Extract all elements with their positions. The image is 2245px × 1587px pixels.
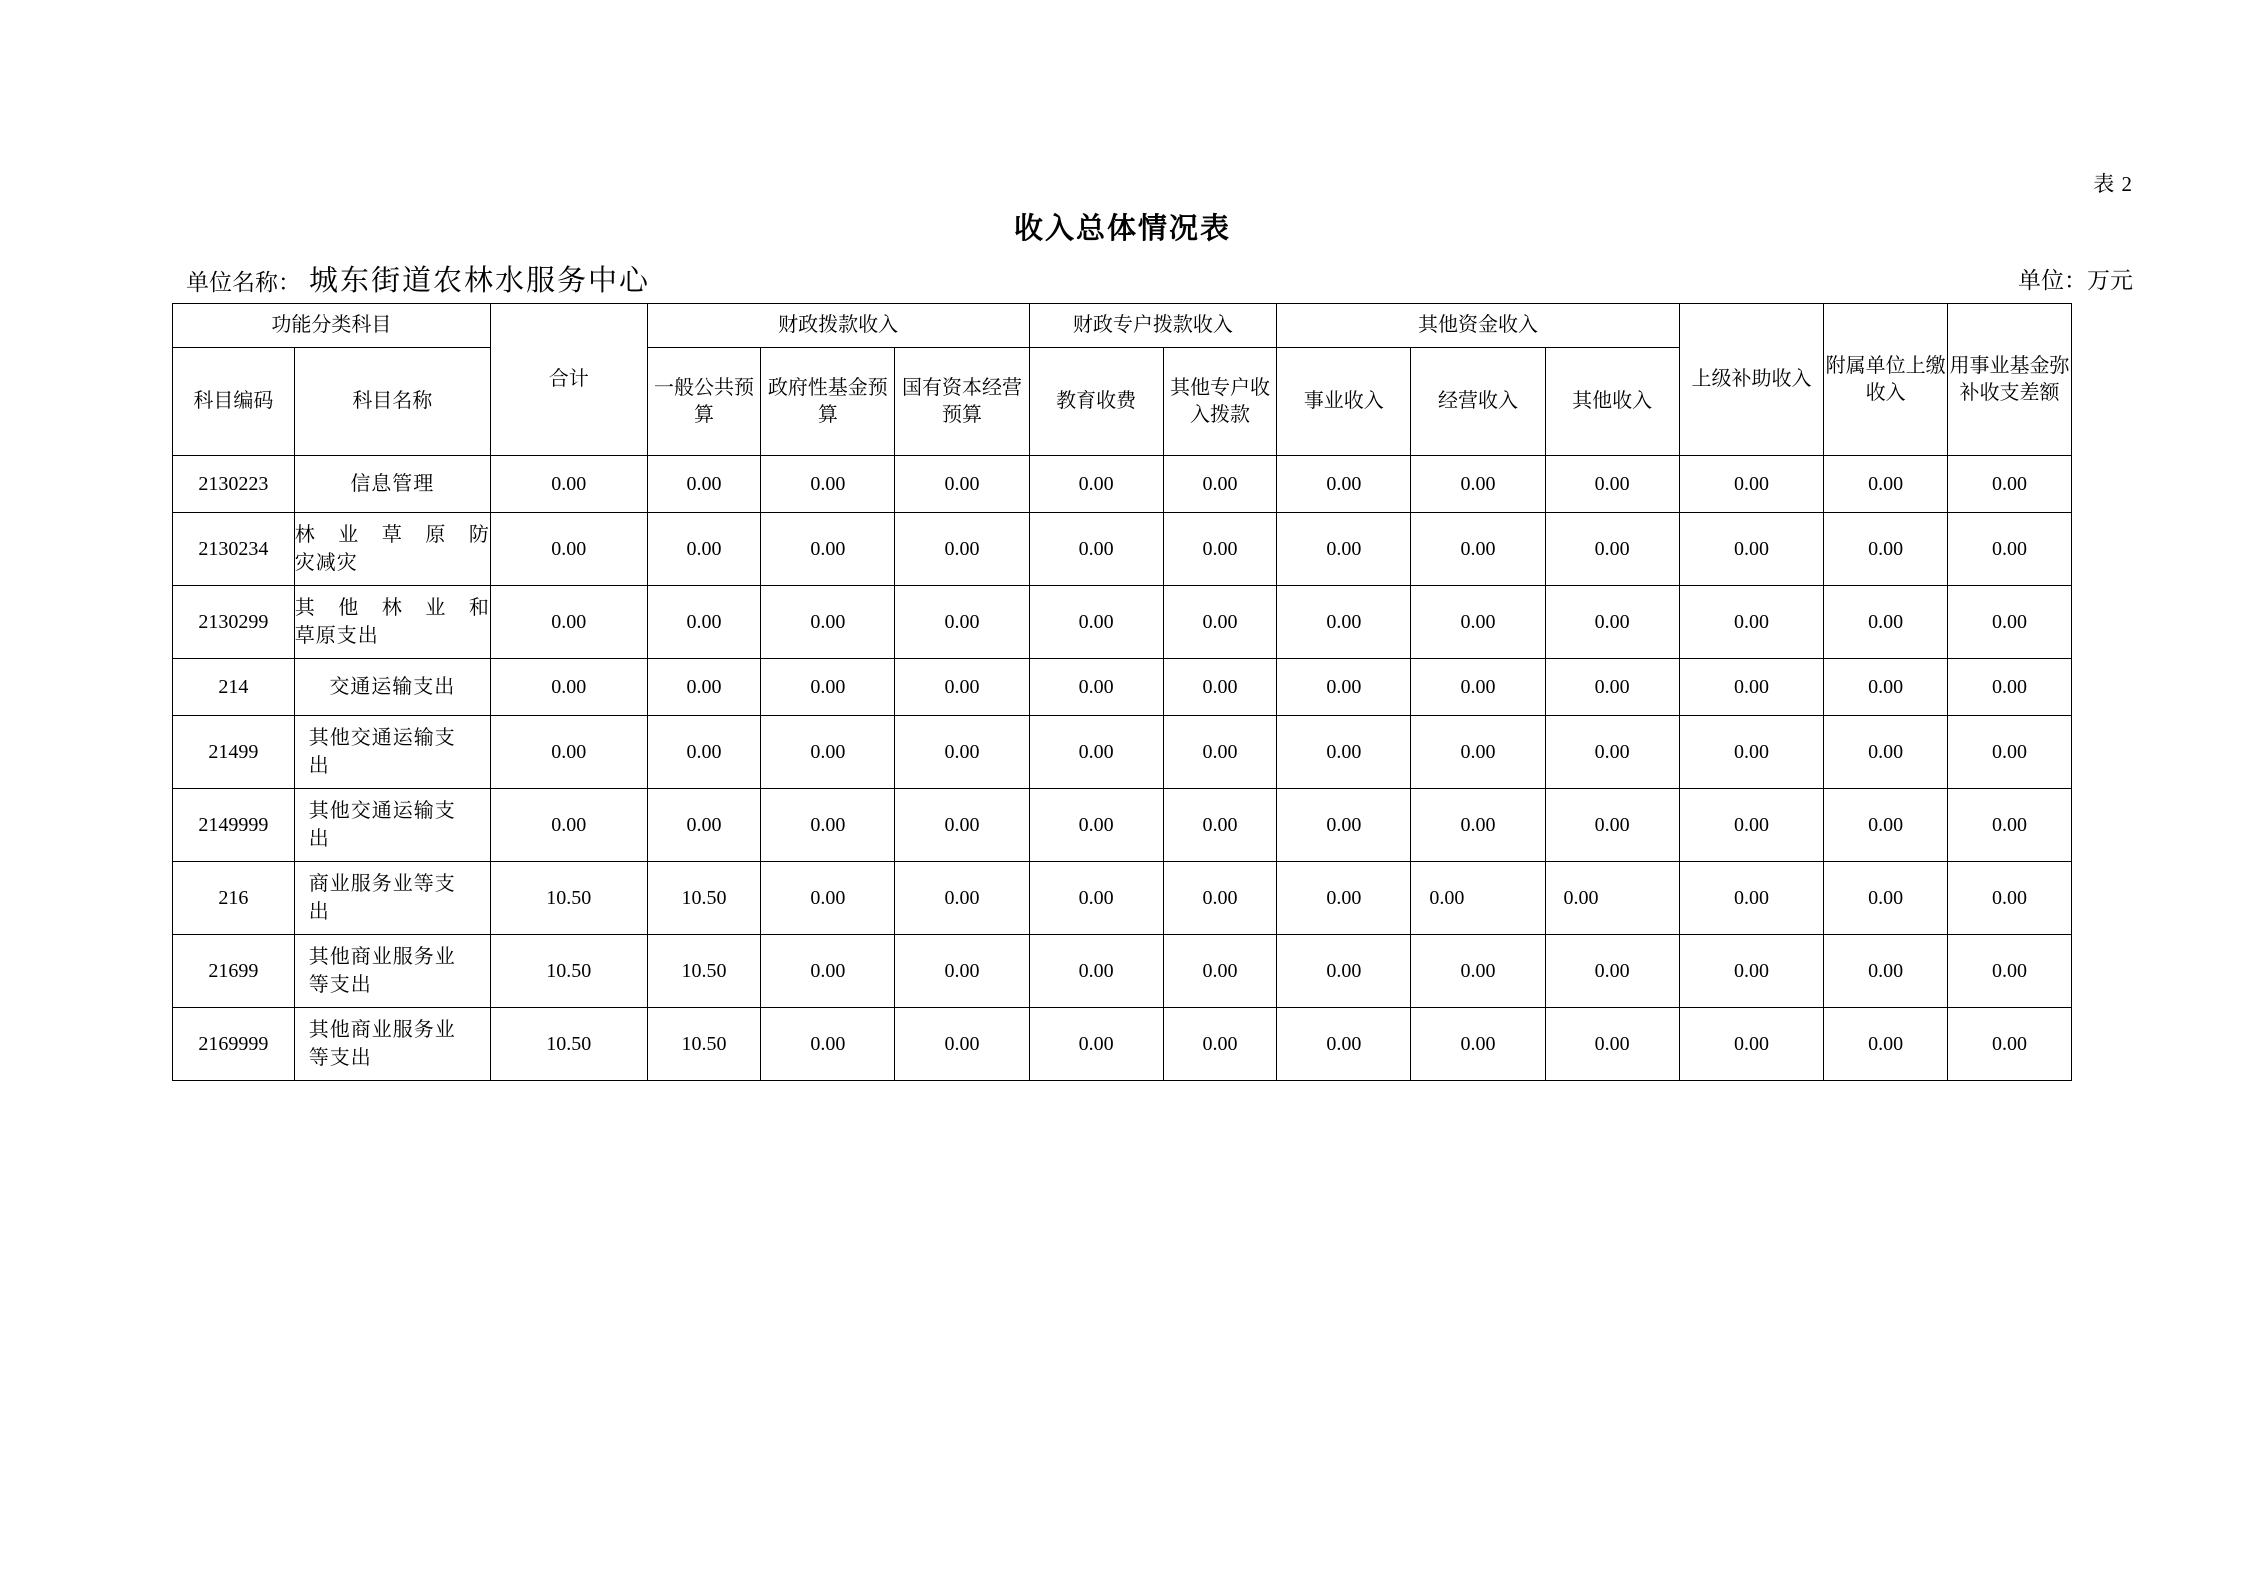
header-gov-fund-budget: 政府性基金预算 bbox=[761, 348, 895, 456]
cell-total: 0.00 bbox=[490, 659, 647, 716]
cell-general-public-budget: 0.00 bbox=[647, 716, 761, 789]
cell-name-line: 草原支出 bbox=[294, 625, 379, 647]
cell-education-fee: 0.00 bbox=[1029, 456, 1163, 513]
header-superior-subsidy: 上级补助收入 bbox=[1679, 304, 1823, 456]
cell-total: 0.00 bbox=[490, 789, 647, 862]
cell-subordinate-payment: 0.00 bbox=[1824, 1008, 1948, 1081]
cell-name bbox=[294, 513, 490, 586]
cell-name-line: 出 bbox=[308, 755, 330, 777]
cell-subordinate-payment: 0.00 bbox=[1824, 935, 1948, 1008]
table-body bbox=[173, 456, 2072, 1081]
cell-name bbox=[294, 716, 490, 789]
cell-gov-fund-budget: 0.00 bbox=[761, 586, 895, 659]
cell-total: 0.00 bbox=[490, 513, 647, 586]
cell-code: 21699 bbox=[173, 935, 295, 1008]
cell-gov-fund-budget: 0.00 bbox=[761, 862, 895, 935]
table-number-label: 表 2 bbox=[2093, 172, 2133, 196]
cell-name bbox=[294, 862, 490, 935]
cell-state-capital-budget: 0.00 bbox=[895, 789, 1029, 862]
cell-state-capital-budget: 0.00 bbox=[895, 659, 1029, 716]
cell-name-line: 出 bbox=[308, 828, 330, 850]
cell-superior-subsidy: 0.00 bbox=[1679, 716, 1823, 789]
header-state-capital-budget: 国有资本经营预算 bbox=[895, 348, 1029, 456]
cell-education-fee: 0.00 bbox=[1029, 1008, 1163, 1081]
table-row bbox=[173, 935, 2072, 1008]
cell-other-income: 0.00 bbox=[1545, 716, 1679, 789]
header-total: 合计 bbox=[490, 304, 647, 456]
cell-education-fee: 0.00 bbox=[1029, 659, 1163, 716]
cell-business-income: 0.00 bbox=[1277, 935, 1411, 1008]
cell-general-public-budget: 0.00 bbox=[647, 659, 761, 716]
header-group-fiscal: 财政拨款收入 bbox=[647, 304, 1029, 348]
cell-fund-balance: 0.00 bbox=[1948, 862, 2072, 935]
cell-name bbox=[294, 586, 490, 659]
cell-name-line: 其他商业服务业 bbox=[308, 946, 456, 968]
cell-name-line: 等支出 bbox=[308, 974, 372, 996]
cell-fund-balance: 0.00 bbox=[1948, 935, 2072, 1008]
cell-gov-fund-budget: 0.00 bbox=[761, 659, 895, 716]
cell-operating-income: 0.00 bbox=[1411, 513, 1545, 586]
cell-code: 2130223 bbox=[173, 456, 295, 513]
cell-operating-income: 0.00 bbox=[1411, 586, 1545, 659]
unit-measure-label: 单位：万元 bbox=[2018, 268, 2133, 293]
cell-gov-fund-budget: 0.00 bbox=[761, 513, 895, 586]
cell-general-public-budget: 0.00 bbox=[647, 789, 761, 862]
cell-total: 0.00 bbox=[490, 456, 647, 513]
cell-name-line: 林业草原防 bbox=[294, 524, 490, 546]
cell-other-special-account: 0.00 bbox=[1163, 513, 1277, 586]
cell-business-income: 0.00 bbox=[1277, 513, 1411, 586]
cell-name-line: 等支出 bbox=[308, 1047, 372, 1069]
cell-education-fee: 0.00 bbox=[1029, 716, 1163, 789]
cell-other-special-account: 0.00 bbox=[1163, 935, 1277, 1008]
cell-education-fee: 0.00 bbox=[1029, 935, 1163, 1008]
cell-general-public-budget: 0.00 bbox=[647, 456, 761, 513]
cell-total: 10.50 bbox=[490, 1008, 647, 1081]
cell-state-capital-budget: 0.00 bbox=[895, 716, 1029, 789]
cell-subordinate-payment: 0.00 bbox=[1824, 586, 1948, 659]
cell-operating-income: 0.00 bbox=[1411, 862, 1545, 935]
table-row bbox=[173, 862, 2072, 935]
cell-other-income: 0.00 bbox=[1545, 513, 1679, 586]
cell-total: 0.00 bbox=[490, 586, 647, 659]
cell-name-line: 其他商业服务业 bbox=[308, 1019, 456, 1041]
cell-other-income: 0.00 bbox=[1545, 659, 1679, 716]
cell-gov-fund-budget: 0.00 bbox=[761, 935, 895, 1008]
unit-name-value: 城东街道农林水服务中心 bbox=[309, 265, 651, 297]
cell-gov-fund-budget: 0.00 bbox=[761, 716, 895, 789]
cell-name: 交通运输支出 bbox=[294, 659, 490, 716]
header-name: 科目名称 bbox=[294, 348, 490, 456]
cell-other-special-account: 0.00 bbox=[1163, 789, 1277, 862]
header-group-special-account: 财政专户拨款收入 bbox=[1029, 304, 1277, 348]
cell-other-special-account: 0.00 bbox=[1163, 456, 1277, 513]
cell-operating-income: 0.00 bbox=[1411, 456, 1545, 513]
cell-name bbox=[294, 1008, 490, 1081]
cell-subordinate-payment: 0.00 bbox=[1824, 513, 1948, 586]
cell-code: 2130234 bbox=[173, 513, 295, 586]
cell-superior-subsidy: 0.00 bbox=[1679, 935, 1823, 1008]
cell-subordinate-payment: 0.00 bbox=[1824, 716, 1948, 789]
header-subordinate-payment: 附属单位上缴收入 bbox=[1824, 304, 1948, 456]
cell-other-income: 0.00 bbox=[1545, 1008, 1679, 1081]
cell-other-special-account: 0.00 bbox=[1163, 716, 1277, 789]
unit-name-label: 单位名称： bbox=[186, 270, 301, 295]
cell-business-income: 0.00 bbox=[1277, 789, 1411, 862]
cell-name bbox=[294, 935, 490, 1008]
cell-fund-balance: 0.00 bbox=[1948, 1008, 2072, 1081]
cell-superior-subsidy: 0.00 bbox=[1679, 456, 1823, 513]
cell-other-income: 0.00 bbox=[1545, 586, 1679, 659]
cell-superior-subsidy: 0.00 bbox=[1679, 862, 1823, 935]
cell-superior-subsidy: 0.00 bbox=[1679, 659, 1823, 716]
cell-code: 2130299 bbox=[173, 586, 295, 659]
cell-other-income: 0.00 bbox=[1545, 862, 1679, 935]
cell-education-fee: 0.00 bbox=[1029, 513, 1163, 586]
cell-other-special-account: 0.00 bbox=[1163, 659, 1277, 716]
cell-code: 21499 bbox=[173, 716, 295, 789]
table-row bbox=[173, 789, 2072, 862]
header-operating-income: 经营收入 bbox=[1411, 348, 1545, 456]
cell-operating-income: 0.00 bbox=[1411, 659, 1545, 716]
cell-state-capital-budget: 0.00 bbox=[895, 862, 1029, 935]
cell-code: 2149999 bbox=[173, 789, 295, 862]
header-group-other-funds: 其他资金收入 bbox=[1277, 304, 1679, 348]
table-row bbox=[173, 1008, 2072, 1081]
cell-fund-balance: 0.00 bbox=[1948, 586, 2072, 659]
table-row bbox=[173, 716, 2072, 789]
cell-general-public-budget: 0.00 bbox=[647, 586, 761, 659]
cell-fund-balance: 0.00 bbox=[1948, 513, 2072, 586]
cell-state-capital-budget: 0.00 bbox=[895, 456, 1029, 513]
header-education-fee: 教育收费 bbox=[1029, 348, 1163, 456]
table-row bbox=[173, 586, 2072, 659]
cell-general-public-budget: 10.50 bbox=[647, 862, 761, 935]
cell-business-income: 0.00 bbox=[1277, 586, 1411, 659]
table-row bbox=[173, 456, 2072, 513]
table-header-row-1 bbox=[173, 304, 2072, 348]
cell-operating-income: 0.00 bbox=[1411, 935, 1545, 1008]
header-business-income: 事业收入 bbox=[1277, 348, 1411, 456]
cell-state-capital-budget: 0.00 bbox=[895, 1008, 1029, 1081]
cell-other-special-account: 0.00 bbox=[1163, 862, 1277, 935]
cell-subordinate-payment: 0.00 bbox=[1824, 862, 1948, 935]
cell-name bbox=[294, 789, 490, 862]
cell-superior-subsidy: 0.00 bbox=[1679, 586, 1823, 659]
cell-subordinate-payment: 0.00 bbox=[1824, 659, 1948, 716]
cell-state-capital-budget: 0.00 bbox=[895, 586, 1029, 659]
cell-business-income: 0.00 bbox=[1277, 659, 1411, 716]
header-code: 科目编码 bbox=[173, 348, 295, 456]
cell-education-fee: 0.00 bbox=[1029, 862, 1163, 935]
cell-other-special-account: 0.00 bbox=[1163, 1008, 1277, 1081]
cell-business-income: 0.00 bbox=[1277, 862, 1411, 935]
cell-name: 信息管理 bbox=[294, 456, 490, 513]
income-overview-table bbox=[172, 303, 2072, 1081]
cell-subordinate-payment: 0.00 bbox=[1824, 789, 1948, 862]
table-row bbox=[173, 513, 2072, 586]
cell-operating-income: 0.00 bbox=[1411, 1008, 1545, 1081]
cell-general-public-budget: 10.50 bbox=[647, 935, 761, 1008]
header-general-public-budget: 一般公共预算 bbox=[647, 348, 761, 456]
cell-other-income: 0.00 bbox=[1545, 789, 1679, 862]
cell-general-public-budget: 0.00 bbox=[647, 513, 761, 586]
cell-gov-fund-budget: 0.00 bbox=[761, 1008, 895, 1081]
header-group-category: 功能分类科目 bbox=[173, 304, 491, 348]
cell-total: 0.00 bbox=[490, 716, 647, 789]
cell-name-line: 灾减灾 bbox=[294, 552, 358, 574]
cell-superior-subsidy: 0.00 bbox=[1679, 789, 1823, 862]
cell-general-public-budget: 10.50 bbox=[647, 1008, 761, 1081]
cell-code: 2169999 bbox=[173, 1008, 295, 1081]
cell-superior-subsidy: 0.00 bbox=[1679, 1008, 1823, 1081]
cell-state-capital-budget: 0.00 bbox=[895, 513, 1029, 586]
cell-education-fee: 0.00 bbox=[1029, 789, 1163, 862]
cell-operating-income: 0.00 bbox=[1411, 716, 1545, 789]
page-title: 收入总体情况表 bbox=[1013, 213, 1231, 245]
cell-name-line: 商业服务业等支 bbox=[308, 873, 456, 895]
cell-name-line: 其他交通运输支 bbox=[308, 727, 456, 749]
header-other-special-account: 其他专户收入拨款 bbox=[1163, 348, 1277, 456]
cell-other-special-account: 0.00 bbox=[1163, 586, 1277, 659]
header-fund-balance: 用事业基金弥补收支差额 bbox=[1948, 304, 2072, 456]
cell-fund-balance: 0.00 bbox=[1948, 659, 2072, 716]
header-other-income: 其他收入 bbox=[1545, 348, 1679, 456]
cell-gov-fund-budget: 0.00 bbox=[761, 456, 895, 513]
cell-name-line: 其他林业和 bbox=[294, 597, 490, 619]
cell-fund-balance: 0.00 bbox=[1948, 716, 2072, 789]
cell-other-income: 0.00 bbox=[1545, 935, 1679, 1008]
cell-business-income: 0.00 bbox=[1277, 456, 1411, 513]
cell-operating-income: 0.00 bbox=[1411, 789, 1545, 862]
cell-subordinate-payment: 0.00 bbox=[1824, 456, 1948, 513]
cell-fund-balance: 0.00 bbox=[1948, 456, 2072, 513]
cell-business-income: 0.00 bbox=[1277, 1008, 1411, 1081]
unit-name-row bbox=[186, 258, 650, 299]
cell-education-fee: 0.00 bbox=[1029, 586, 1163, 659]
cell-name-line: 其他交通运输支 bbox=[308, 800, 456, 822]
cell-code: 214 bbox=[173, 659, 295, 716]
cell-fund-balance: 0.00 bbox=[1948, 789, 2072, 862]
cell-state-capital-budget: 0.00 bbox=[895, 935, 1029, 1008]
cell-superior-subsidy: 0.00 bbox=[1679, 513, 1823, 586]
cell-gov-fund-budget: 0.00 bbox=[761, 789, 895, 862]
cell-total: 10.50 bbox=[490, 862, 647, 935]
cell-code: 216 bbox=[173, 862, 295, 935]
cell-name-line: 出 bbox=[308, 901, 330, 923]
cell-total: 10.50 bbox=[490, 935, 647, 1008]
cell-business-income: 0.00 bbox=[1277, 716, 1411, 789]
table-row bbox=[173, 659, 2072, 716]
cell-other-income: 0.00 bbox=[1545, 456, 1679, 513]
